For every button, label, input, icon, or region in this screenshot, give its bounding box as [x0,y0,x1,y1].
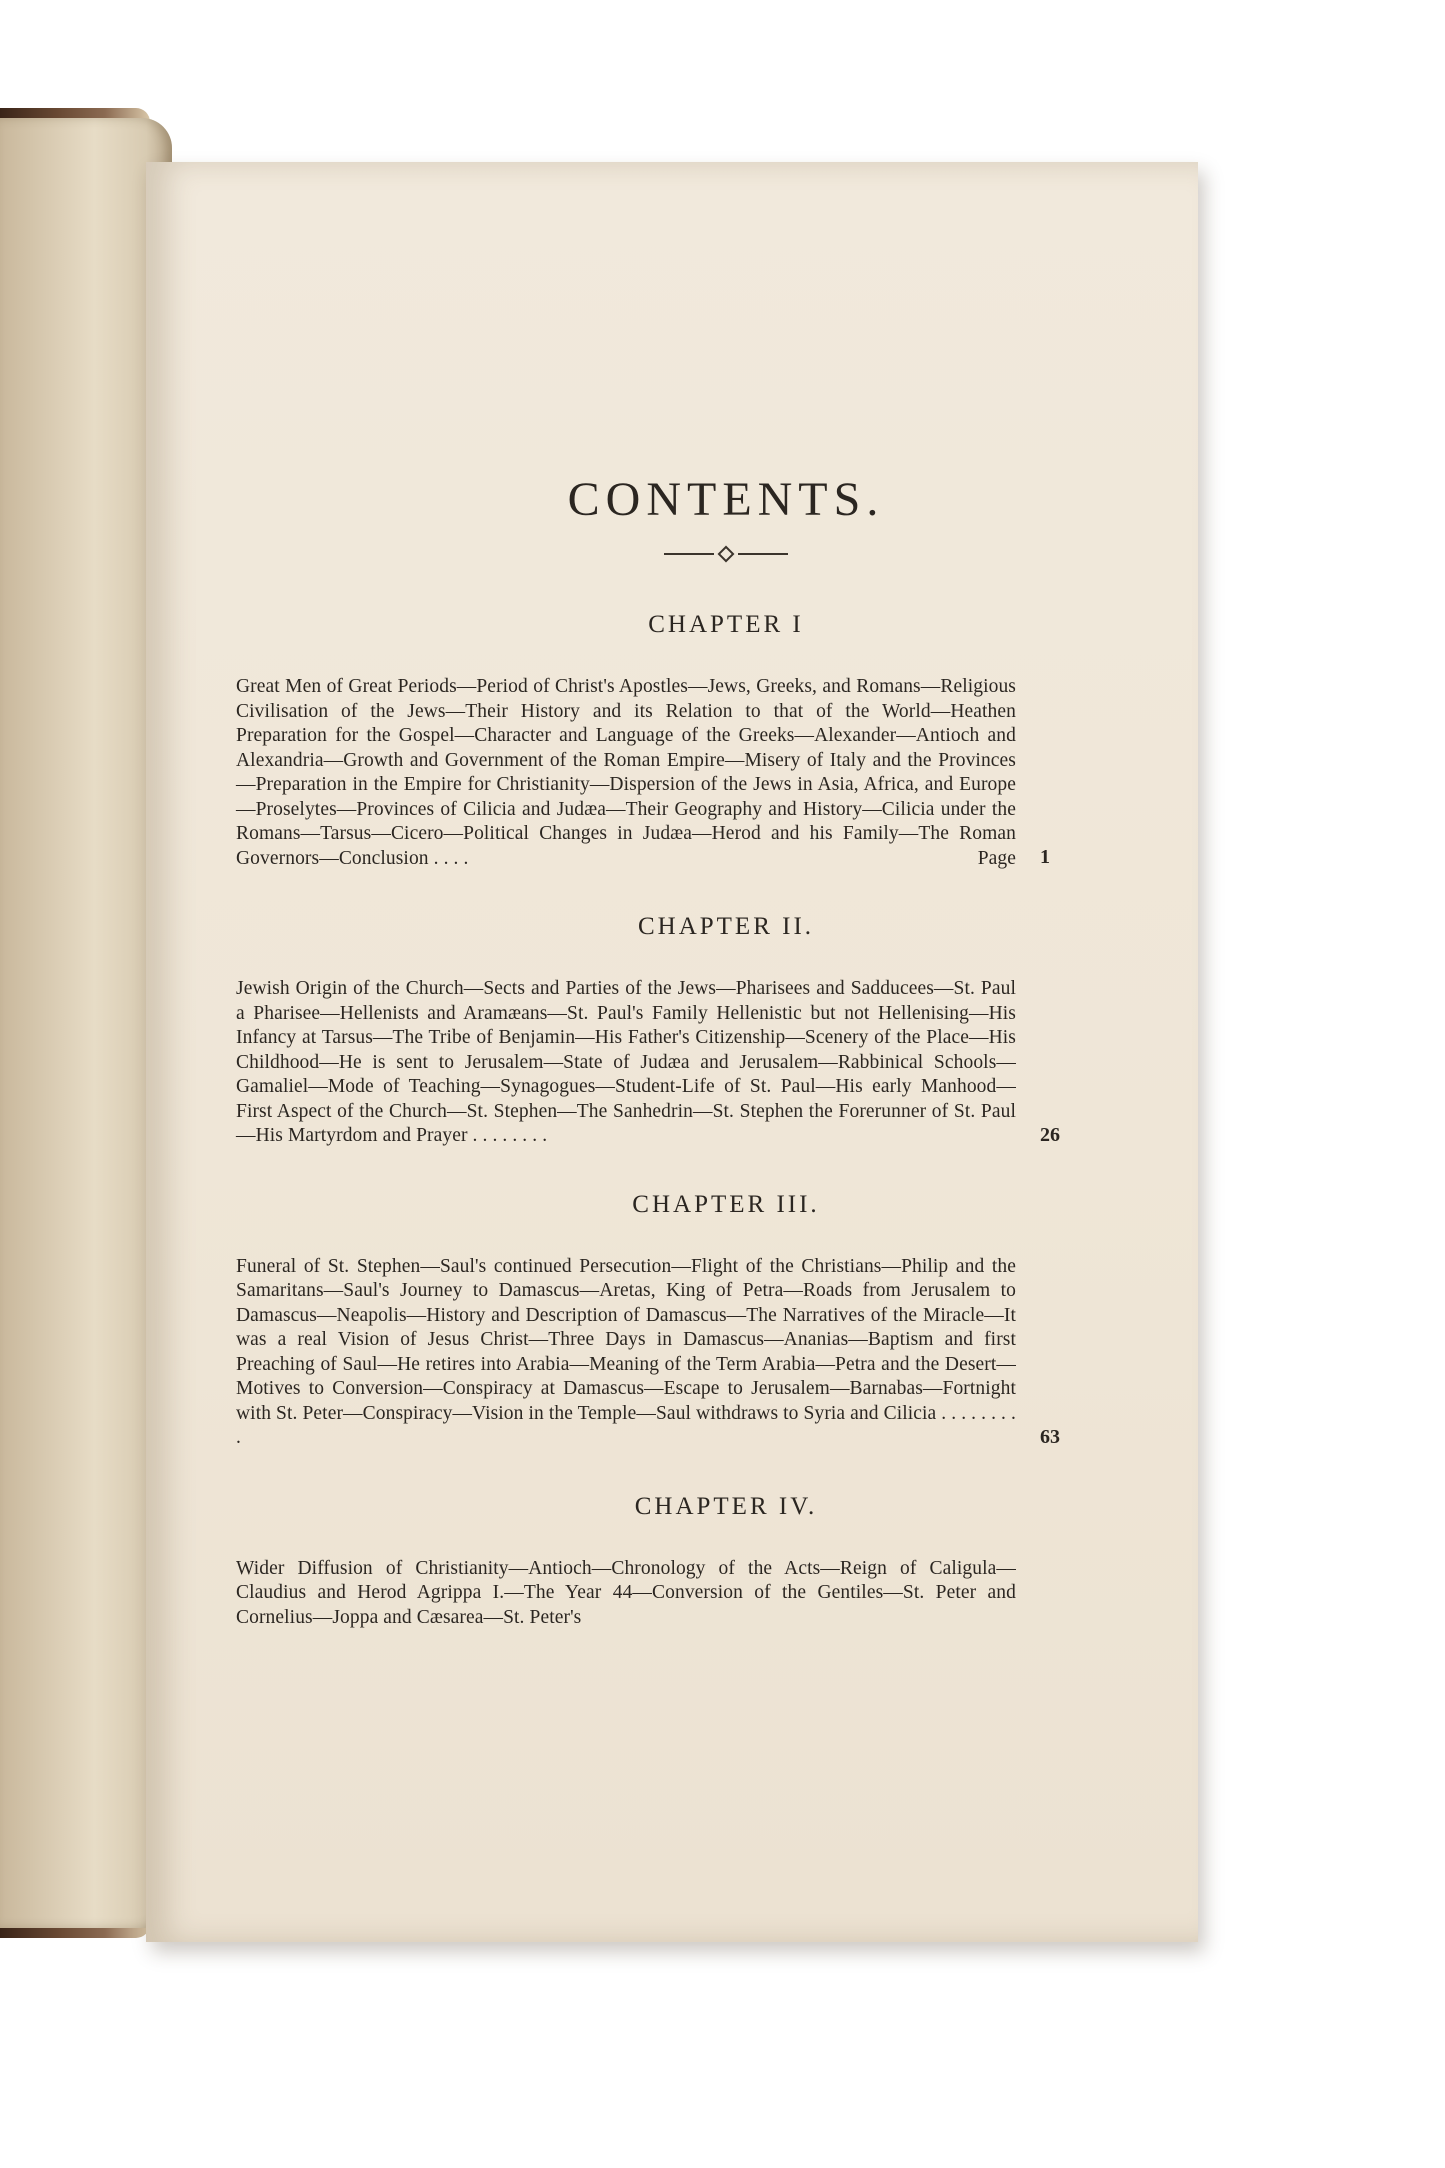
chapter-3 [236,1191,1156,1451]
chapter-4 [236,1493,1156,1631]
chapter-summary [236,675,1016,871]
ornament-line-right [738,553,788,555]
chapter-summary-text: Great Men of Great Periods—Period of Christ's Apostles—Jews, Greeks, and Romans—Religious Civilisation of the Jews—Their History and its Relation to that of the World—Heathen Preparation for the Gospel—Character and Language of the Greeks—Alexander—Antioch and Alexandria—Growth and Government of the Roman Empire—Misery of Italy and the Provinces—Preparation in the Empire for Christianity—Dispersion of the Jews in Asia, Africa, and Europe—Proselytes—Provinces of Cilicia and Judæa—Their Geography and History—Cilicia under the Romans—Tarsus—Cicero—Political Changes in Judæa—Herod and his Family—The Roman Governors—Conclusion . . . . [236,676,1016,869]
contents-body [236,472,1156,1672]
title-ornament [236,545,1156,563]
chapter-2 [236,913,1156,1149]
chapter-summary: Wider Diffusion of Christianity—Antioch—Chronology of the Acts—Reign of Caligula—Claudius and Herod Agrippa I.—The Year 44—Conversion of the Gentiles—St. Peter and Cornelius—Joppa and Cæsarea—St. Peter's [236,1557,1016,1628]
chapter-heading: CHAPTER II. [637,913,815,940]
page-label: Page [977,847,1016,869]
chapter-summary: Funeral of St. Stephen—Saul's continued Persecution—Flight of the Christians—Philip and the Samaritans—Saul's Journey to Damascus—Aretas, King of Petra—Roads from Jerusalem to Damascus—Neapolis—History and Description of Damascus—The Narratives of the Miracle—It was a real Vision of Jesus Christ—Three Days in Damascus—Ananias—Baptism and first Preaching of Saul—He retires into Arabia—Meaning of the Term Arabia—Petra and the Desert—Motives to Conversion—Conspiracy at Damascus—Escape to Jerusalem—Barnabas—Fortnight with St. Peter—Conspiracy—Vision in the Temple—Saul withdraws to Syria and Cilicia . . . . . . . . . [236,1255,1016,1448]
chapter-entry [236,977,1156,1149]
chapter-entry [236,1557,1156,1631]
ornament-line-left [664,553,714,555]
chapter-heading: CHAPTER I [648,611,804,638]
page-number: 63 [1040,1425,1060,1448]
chapter-1 [236,611,1156,871]
page-title: CONTENTS. [567,473,885,526]
ornament-diamond-icon [718,546,735,563]
chapter-entry [236,675,1156,871]
chapter-heading: CHAPTER IV. [634,1492,818,1520]
page-number: 1 [1040,846,1050,868]
chapter-heading: CHAPTER III. [632,1190,820,1218]
contents-page [146,162,1198,1942]
chapter-summary: Jewish Origin of the Church—Sects and Parties of the Jews—Pharisees and Sadducees—St. Paul a Pharisee—Hellenists and Aramæans—St. Paul's Family Hellenistic but not Hellenising—His Infancy at Tarsus—The Tribe of Benjamin—His Father's Citizenship—Scenery of the Place—His Childhood—He is sent to Jerusalem—State of Judæa and Jerusalem—Rabbinical Schools—Gamaliel—Mode of Teaching—Synagogues—Student-Life of St. Paul—His early Manhood—First Aspect of the Church—St. Stephen—The Sanhedrin—St. Stephen the Forerunner of St. Paul—His Martyrdom and Prayer . . . . . . . . [236,978,1016,1146]
page-number: 26 [1040,1123,1060,1146]
chapter-entry [236,1255,1156,1451]
